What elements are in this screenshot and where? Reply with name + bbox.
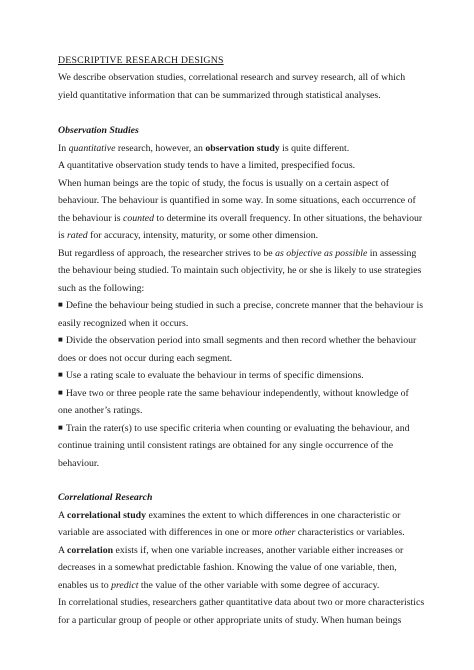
bullet-item-5: ■ Train the rater(s) to use specific criteria when counting or evaluating the behaviour, and (58, 423, 410, 434)
bullet-item-2: ■ Divide the observation period into small segments and then record whether the behaviour (58, 335, 417, 346)
bullet-item-1-cont: easily recognized when it occurs. (58, 318, 189, 329)
bullet-item-4: ■ Have two or three people rate the same behaviour independently, without knowledge of (58, 388, 409, 399)
corr-line-6: In correlational studies, researchers gather quantitative data about two or more characteristics (58, 597, 425, 608)
obs-line-2: A quantitative observation study tends to have a limited, prespecified focus. (58, 160, 356, 171)
bullet-square-icon: ■ (58, 335, 63, 344)
obs-line-5: the behaviour is counted to determine its overall frequency. In other situations, the behaviour (58, 213, 423, 224)
observation-studies-title: Observation Studies (58, 125, 139, 136)
corr-line-7: for a particular group of people or other appropriate units of study. When human beings (58, 615, 402, 626)
correlational-research-title: Correlational Research (58, 492, 153, 503)
bullet-square-icon: ■ (58, 300, 63, 309)
bullet-square-icon: ■ (58, 388, 63, 397)
obs-line-3: When human beings are the topic of study, the focus is usually on a certain aspect of (58, 178, 389, 189)
intro-line-1: We describe observation studies, correlational research and survey research, all of which (58, 72, 406, 83)
bullet-square-icon: ■ (58, 370, 63, 379)
corr-line-5: enables us to predict the value of the other variable with some degree of accuracy. (58, 580, 380, 591)
bullet-item-4-cont: one another’s ratings. (58, 405, 143, 416)
obs-line-8: the behaviour being studied. To maintain such objectivity, he or she is likely to use strategies (58, 265, 422, 276)
bullet-item-5-cont: continue training until consistent ratings are obtained for any single occurrence of the (58, 440, 394, 451)
corr-line-2: variable are associated with differences in one or more other characteristics or variables. (58, 527, 405, 538)
corr-line-4: decreases in a somewhat predictable fashion. Knowing the value of one variable, then, (58, 562, 397, 573)
page-heading: DESCRIPTIVE RESEARCH DESIGNS (58, 55, 224, 66)
obs-line-7: But regardless of approach, the researcher strives to be as objective as possible in assessing (58, 248, 417, 259)
corr-line-1: A correlational study examines the extent to which differences in one characteristic or (58, 510, 401, 521)
obs-line-9: such as the following: (58, 283, 145, 294)
bullet-item-1: ■ Define the behaviour being studied in such a precise, concrete manner that the behaviour is (58, 300, 424, 311)
obs-line-1: In quantitative research, however, an observation study is quite different. (58, 143, 350, 154)
intro-line-2: yield quantitative information that can be summarized through statistical analyses. (58, 90, 381, 101)
obs-line-6: is rated for accuracy, intensity, maturity, or some other dimension. (58, 230, 319, 241)
bullet-square-icon: ■ (58, 423, 63, 432)
obs-line-4: behaviour. The behaviour is quantified in some way. In some situations, each occurrence of (58, 195, 416, 206)
bullet-item-5-cont-2: behaviour. (58, 458, 100, 469)
corr-line-3: A correlation exists if, when one variable increases, another variable either increases or (58, 545, 404, 556)
bullet-item-2-cont: does or does not occur during each segment. (58, 353, 233, 364)
bullet-item-3: ■ Use a rating scale to evaluate the behaviour in terms of specific dimensions. (58, 370, 364, 381)
